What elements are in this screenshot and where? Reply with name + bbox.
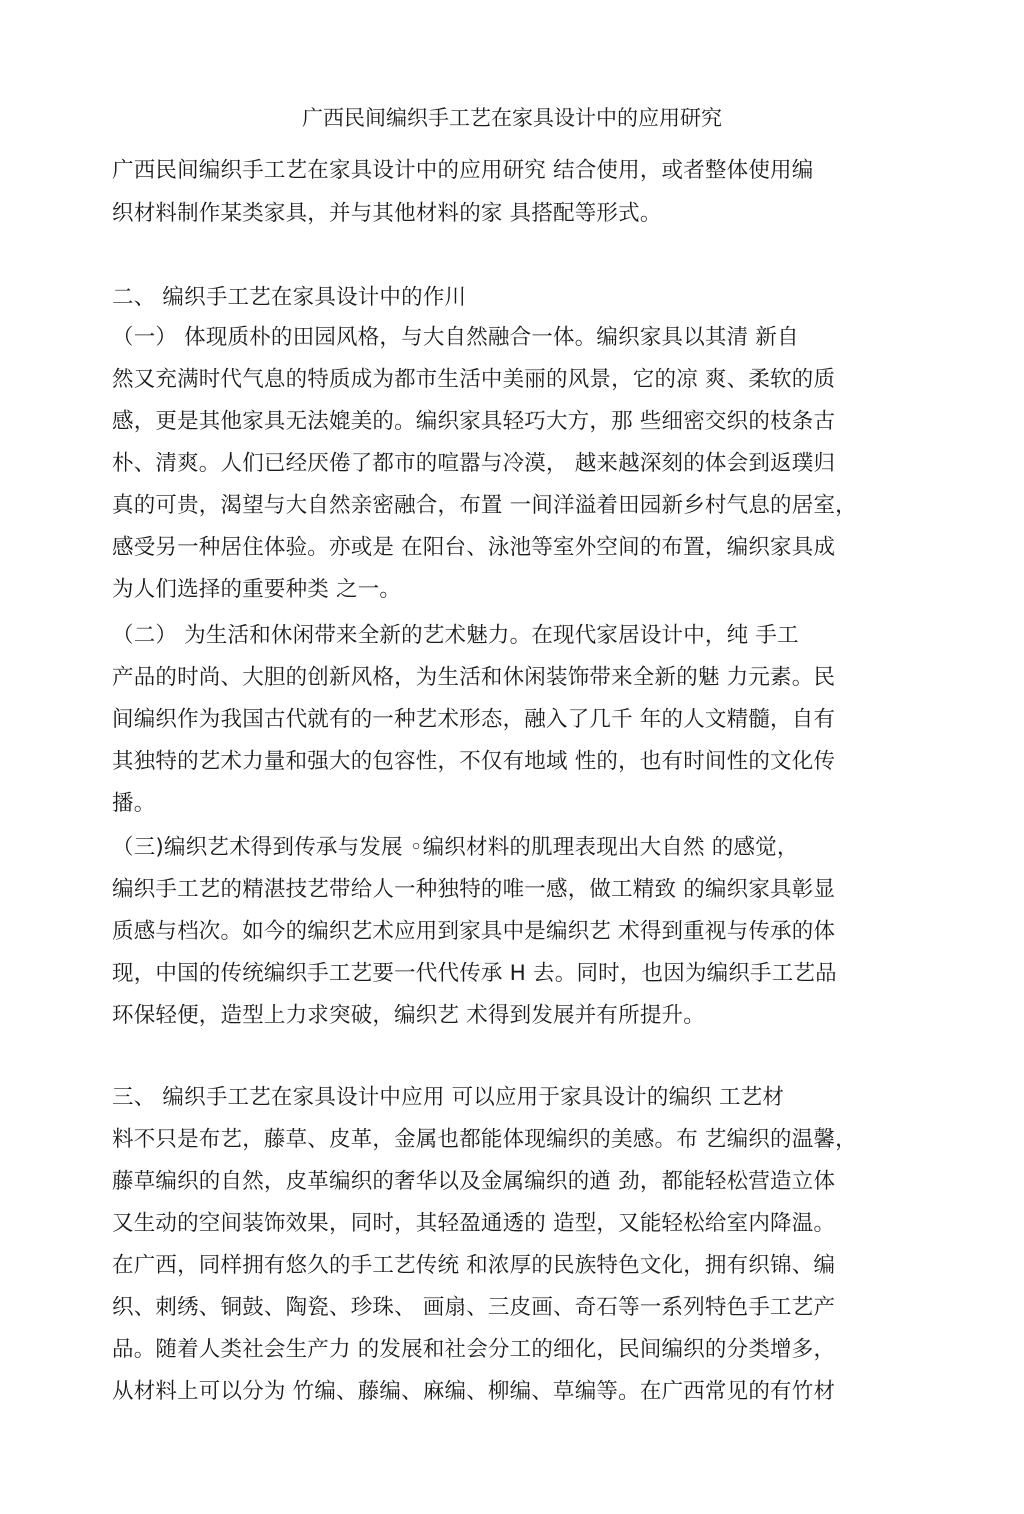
body-line: 品。随着人类社会生产力 的发展和社会分工的细化，民间编织的分类增多， — [112, 1337, 836, 1362]
body-line: 广西民间编织手工艺在家具设计中的应用研究 结合使用，或者整体使用编 — [112, 158, 814, 183]
body-line: 料不只是布艺，藤草、皮革，金属也都能体现编织的美感。布 艺编织的温馨， — [112, 1127, 857, 1152]
section-heading: 二、 编织手工艺在家具设计中的作川 — [112, 285, 467, 310]
body-line: 然又充满时代气息的特质成为都市生活中美丽的风景，它的凉 爽、柔软的质 — [112, 367, 836, 392]
body-line: 为人们选择的重要种类 之一。 — [112, 577, 402, 602]
body-line: 织、刺绣、铜鼓、陶瓷、珍珠、 画扇、三皮画、奇石等一系列特色手工艺产 — [112, 1295, 836, 1320]
body-line: （一） 体现质朴的田园风格，与大自然融合一体。编织家具以其清 新自 — [112, 325, 799, 350]
body-line: 间编织作为我国古代就有的一种艺术形态，融入了几千 年的人文精髓，自有 — [112, 707, 836, 732]
body-line: 又生动的空间装饰效果，同时，其轻盈通透的 造型，又能轻松给室内降温。 — [112, 1211, 836, 1236]
body-line: 织材料制作某类家具，并与其他材料的家 具搭配等形式。 — [112, 201, 662, 226]
body-line: （二） 为生活和休闲带来全新的艺术魅力。在现代家居设计中，纯 手工 — [112, 623, 799, 648]
body-line: 感受另一种居住体验。亦或是 在阳台、泳池等室外空间的布置，编织家具成 — [112, 535, 836, 560]
body-line: 朴、清爽。人们已经厌倦了都市的喧嚣与冷漠， 越来越深刻的体会到返璞归 — [112, 451, 836, 476]
body-line: （三)编织艺术得到传承与发展 ◦编织材料的肌理表现出大自然 的感觉， — [112, 835, 799, 860]
document-title: 广西民间编织手工艺在家具设计中的应用研究 — [302, 106, 722, 130]
body-line: 编织手工艺的精湛技艺带给人一种独特的唯一感，做工精致 的编织家具彰显 — [112, 877, 836, 902]
body-line: 藤草编织的自然，皮革编织的奢华以及金属编织的遒 劲，都能轻松营造立体 — [112, 1169, 836, 1194]
body-line: 产品的时尚、大胆的创新风格，为生活和休闲装饰带来全新的魅 力元素。民 — [112, 665, 836, 690]
body-line: 感，更是其他家具无法媲美的。编织家具轻巧大方，那 些细密交织的枝条古 — [112, 409, 836, 434]
body-line: 现，中国的传统编织手工艺要一代代传承 H 去。同时，也因为编织手工艺品 — [112, 961, 837, 986]
section-heading: 三、 编织手工艺在家具设计中应用 可以应用于家具设计的编织 工艺材 — [112, 1085, 785, 1110]
body-line: 真的可贵，渴望与大自然亲密融合，布置 一间洋溢着田园新乡村气息的居室， — [112, 493, 857, 518]
body-line: 在广西，同样拥有悠久的手工艺传统 和浓厚的民族特色文化，拥有织锦、编 — [112, 1253, 836, 1278]
body-line: 环保轻便，造型上力求突破，编织艺 术得到发展并有所提升。 — [112, 1003, 705, 1028]
body-line: 从材料上可以分为 竹编、藤编、麻编、柳编、草编等。在广西常见的有竹材 — [112, 1379, 836, 1404]
body-line: 质感与档次。如今的编织艺术应用到家具中是编织艺 术得到重视与传承的体 — [112, 919, 836, 944]
body-line: 播。 — [112, 791, 156, 816]
body-line: 其独特的艺术力量和强大的包容性，不仅有地域 性的，也有时间性的文化传 — [112, 749, 836, 774]
